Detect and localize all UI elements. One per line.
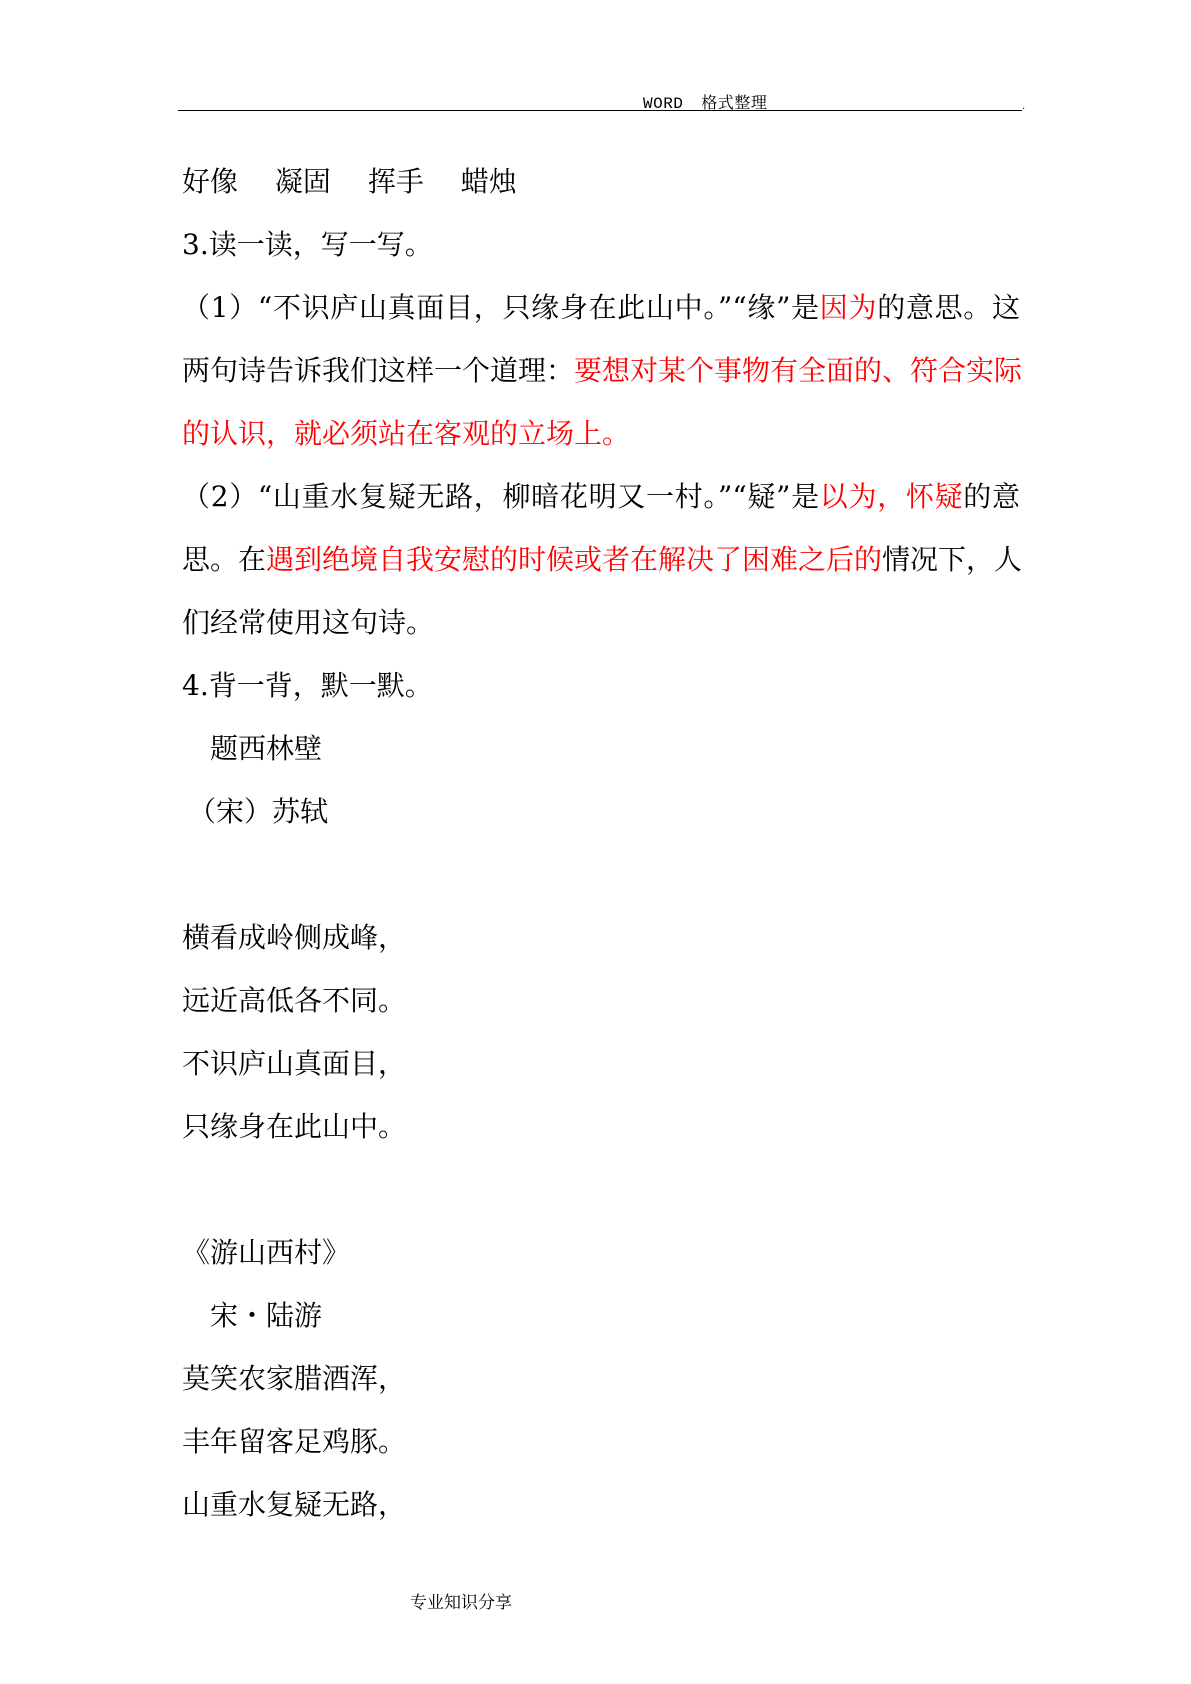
vocab-word: 好像 xyxy=(182,165,239,198)
poem2-title: 《游山西村》 xyxy=(182,1236,351,1269)
q3-p2-answer2: 遇到绝境自我安慰的时候或者在解决了困难之后的 xyxy=(266,543,883,576)
q3-p2-line1 xyxy=(182,465,1020,528)
page-footer: 专业知识分享 xyxy=(410,1593,512,1613)
vocab-word: 挥手 xyxy=(367,165,424,198)
q3-p1-answer2a: 要想对某个事物有全面的、符合实际 xyxy=(574,354,1023,387)
q3-p2-text-c: 思。在 xyxy=(182,543,267,576)
poem1-line: 远近高低各不同。 xyxy=(182,984,407,1017)
q3-p1-text-b: 的意思。这 xyxy=(877,291,1020,324)
question-3-title: 3.读一读，写一写。 xyxy=(182,228,433,261)
q3-p1-line1 xyxy=(182,276,1020,339)
blank-gap xyxy=(182,843,1020,906)
header-word: WORD xyxy=(643,95,684,113)
q3-p2-line2 xyxy=(182,528,1023,591)
blank-gap xyxy=(182,1158,1020,1221)
q3-p1-text-c: 两句诗告诉我们这样一个道理： xyxy=(182,354,575,387)
q3-p1-answer2b: 的认识，就必须站在客观的立场上。 xyxy=(182,417,631,450)
poem1-line: 不识庐山真面目， xyxy=(182,1047,407,1080)
q3-p2-answer1: 以为，怀疑 xyxy=(819,480,964,513)
header-text xyxy=(643,90,767,113)
q3-p2-text-a: （2）“山重水复疑无路，柳暗花明又一村。”“疑”是 xyxy=(182,480,820,513)
poem2-line: 莫笑农家腊酒浑， xyxy=(182,1362,407,1395)
q3-p2-text-b: 的意 xyxy=(963,480,1020,513)
poem2-author: 宋・陆游 xyxy=(210,1299,323,1332)
vocab-word: 凝固 xyxy=(274,165,331,198)
header-mark: . xyxy=(1022,101,1026,112)
poem1-title: 题西林壁 xyxy=(210,732,323,765)
vocab-word: 蜡烛 xyxy=(460,165,517,198)
q3-p2-line3: 们经常使用这句诗。 xyxy=(182,606,435,639)
page-header xyxy=(178,88,1026,113)
poem2-line: 山重水复疑无路， xyxy=(182,1488,407,1521)
poem1-line: 只缘身在此山中。 xyxy=(182,1110,407,1143)
poem1-line: 横看成岭侧成峰， xyxy=(182,921,407,954)
q3-p2-text-d: 情况下，人 xyxy=(882,543,1023,576)
poem1-author: （宋）苏轼 xyxy=(188,795,329,828)
q3-p1-line2 xyxy=(182,339,1023,402)
document-body xyxy=(182,150,1023,1536)
q3-p1-text-a: （1）“不识庐山真面目，只缘身在此山中。”“缘”是 xyxy=(182,291,820,324)
vocab-line xyxy=(182,150,1020,213)
header-title: 格式整理 xyxy=(701,93,768,112)
poem2-line: 丰年留客足鸡豚。 xyxy=(182,1425,407,1458)
q3-p1-answer1: 因为 xyxy=(819,291,878,324)
question-4-title: 4.背一背，默一默。 xyxy=(182,669,433,702)
